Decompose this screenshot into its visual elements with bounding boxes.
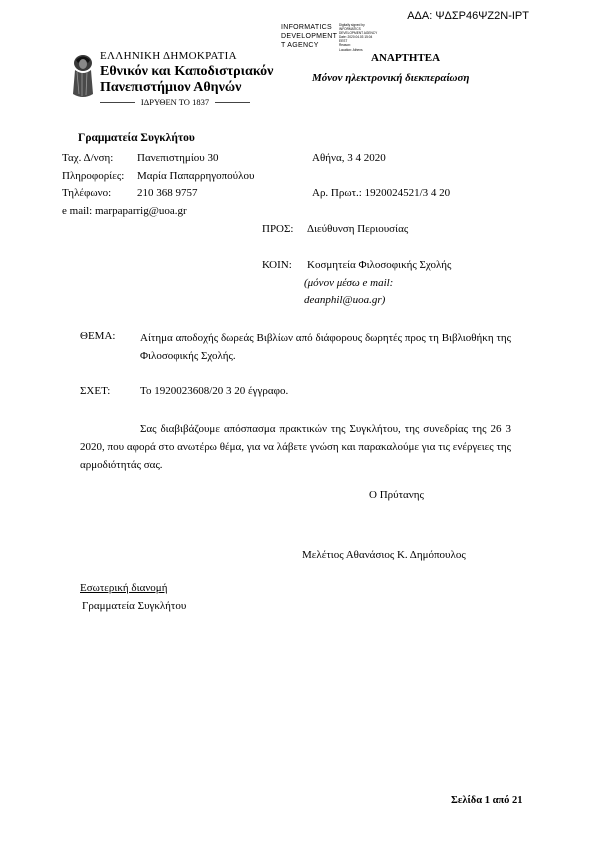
phone-label: Τηλέφωνο: [62, 187, 112, 199]
subject-label: ΘΕΜΑ: [80, 330, 116, 342]
stamp-details [339, 23, 377, 52]
cc-label: ΚΟΙΝ: [262, 259, 292, 271]
place-date: Αθήνα, 3 4 2020 [312, 152, 386, 164]
posted-label: ΑΝΑΡΤΗΤΕΑ [371, 52, 441, 64]
founded-line [100, 97, 250, 107]
info-value: Μαρία Παπαρρηγοπούλου [137, 170, 255, 182]
university-name-line2: Πανεπιστήμιον Αθηνών [100, 80, 242, 95]
stamp-line: T AGENCY [281, 42, 319, 49]
to-value: Διεύθυνση Περιουσίας [307, 223, 409, 235]
distribution-item: Γραμματεία Συγκλήτου [82, 600, 187, 612]
stamp-detail: Location: Athens [339, 47, 363, 52]
divider [100, 102, 135, 103]
to-label: ΠΡΟΣ: [262, 223, 294, 235]
related-text: Το 1920023608/20 3 20 έγγραφο. [140, 385, 289, 397]
address-value: Πανεπιστημίου 30 [137, 152, 219, 164]
address-label: Ταχ. Δ/νση: [62, 152, 114, 164]
ada-code: ΑΔΑ: ΨΔΣΡ46ΨΖ2Ν-ΙΡΤ [407, 10, 529, 22]
electronic-only-label: Μόνον ηλεκτρονική διεκπεραίωση [312, 72, 470, 84]
stamp-detail: DEVELOPMENT AGENCY [339, 31, 378, 36]
country-name: ΕΛΛΗΝΙΚΗ ΔΗΜΟΚΡΑΤΙΑ [100, 50, 237, 62]
signature-name: Μελέτιος Αθανάσιος Κ. Δημόπουλος [302, 549, 466, 561]
protocol-number: Αρ. Πρωτ.: 1920024521/3 4 20 [312, 187, 451, 199]
related-label: ΣΧΕΤ: [80, 385, 111, 397]
sender-email: e mail: marpaparrig@uoa.gr [62, 205, 187, 217]
divider [215, 102, 250, 103]
distribution-heading: Εσωτερική διανομή [80, 582, 168, 594]
stamp-detail: INFORMATICS [339, 27, 361, 32]
stamp-line: INFORMATICS [281, 24, 333, 31]
sender-office: Γραμματεία Συγκλήτου [78, 132, 195, 144]
stamp-detail: Digitally signed by [339, 23, 365, 27]
page-number: Σελίδα 1 από 21 [451, 795, 523, 806]
stamp-detail: Date: 2020.04.03 15:04 [339, 35, 373, 40]
cc-note: (μόνον μέσω e mail: [304, 277, 394, 289]
stamp-detail: EEST [339, 39, 348, 44]
university-logo-icon [66, 54, 100, 100]
stamp-line: DEVELOPMENT [281, 33, 338, 40]
cc-email: deanphil@uoa.gr) [304, 294, 386, 306]
info-label: Πληροφορίες: [62, 170, 125, 182]
signature-title: Ο Πρύτανης [369, 489, 424, 501]
founded-text: ΙΔΡΥΘΕΝ ΤΟ 1837 [140, 97, 210, 107]
university-name-line1: Εθνικόν και Καποδιστριακόν [100, 64, 274, 79]
phone-value: 210 368 9757 [137, 187, 198, 199]
stamp-detail: Reason: [339, 43, 351, 48]
cc-value: Κοσμητεία Φιλοσοφικής Σχολής [307, 259, 452, 271]
body-paragraph: Σας διαβιβάζουμε απόσπασμα πρακτικών της Συγκλήτου, της συνεδρίας της 26 3 2020, που αφορά στο ανωτέρω θέμα, για να λάβετε γνώση και παρακαλούμε για τις ενέργειες της αρμοδιότητάς σας. [80, 423, 511, 471]
subject-text: Αίτημα αποδοχής δωρεάς Βιβλίων από διάφορους δωρητές προς τη Βιβλιοθήκη της Φιλοσοφικής Σχολής. [140, 332, 511, 362]
digital-signature-stamp [281, 23, 381, 57]
